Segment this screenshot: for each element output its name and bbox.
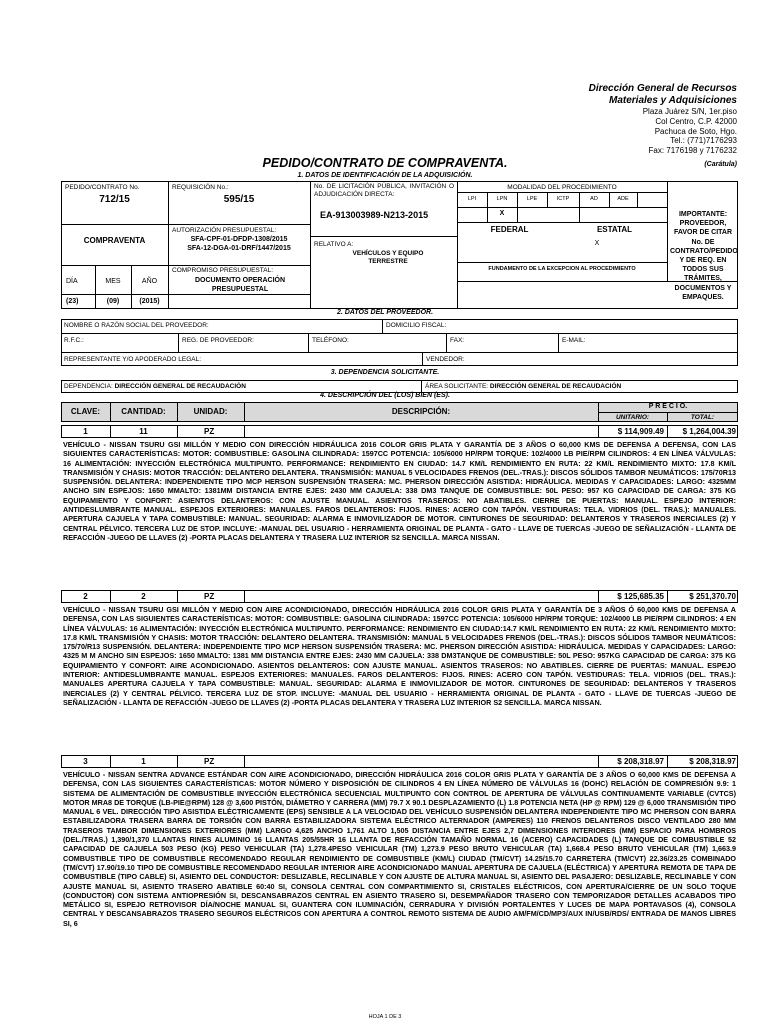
address-line-1: Plaza Juárez S/N, 1er.piso [642,107,737,116]
pedido-number: 712/15 [99,194,130,205]
item-3-cantidad: 1 [141,757,146,766]
fax-line: Fax: 7176198 y 7176232 [648,146,737,155]
item-2-unidad: PZ [204,592,215,601]
federal-label: FEDERAL [490,225,529,234]
item-1-description: VEHÍCULO - NISSAN TSURU GSI MILLÓN Y MEDIO CON DIRECCIÓN HIDRÁULICA 2016 COLOR GRIS PLATA Y GARANTÍA DE 3 AÑOS O 60,000 KMS DE DEFENSA A DEFENSA, CON LAS SIGUIENTES CARACTERÍSTICAS: MOTOR: COMBUSTIBLE: GASOLINA CILINDRADA: 1597CC POTENCIA: 105/6000 HP/RPM TORQUE: 102/4000 LB PIE/RPM CILINDROS: 4 EN LÍNEA VÁLVULAS: 16 ALIMENTACIÓN: INYECCIÓN ELECTRÓNICA MULTIPUNTO. PERFORMANCE: RENDIMIENTO EN CIUDAD: 14.7 KM/L RENDIMIENTO EN RUTA: 22 KM/L RENDIMIENTO MIXTO: 17.8 KM/L TRANSMISIÓN Y CHASIS: MOTOR TRACCIÓN: DELANTERO DELANTERA. TRANSMISIÓN: MANUAL 5 VELOCIDADES FRENOS (DEL.-TRAS.): DISCOS SÓLIDOS TAMBOR NEUMÁTICOS: 175/70R13 SUSPENSIÓN. DELANTERA: INDEPENDIENTE TIPO MCP HERSON SUSPENSIÓN TRASERA: MC. PHERSON DIRECCIÓN ASISTIDA: HIDRÁULICA. MEDIDAS Y CAPACIDADES: LARGO: 4325MM ANCHO SIN ESPEJOS: 1650 MMALTO: 1381MM DISTANCIA ENTRE EJES: 2430 MM CAJUELA: 338 DM3 TANQUE DE COMBUSTIBLE: 50L PESO: 957 KG CAPACIDAD DE CARGA: 375 KG EQUIPAMIENTO Y CONFORT: ASIENTOS DELANTEROS: CON AJUSTE MANUAL. ASIENTOS TRASEROS: NO ABATIBLES. CIERRE DE PUERTAS: MANUAL. ESPEJO INTERIOR: ANTIDESLUMBRANTE MANUAL. ESPEJOS EXTERIORES: MANUALES. FAROS DELANTEROS: FIJOS. RINES: ACERO CON TAPÓN. VESTIDURAS: TELA. VIDRIOS (DEL. TRAS.): MANUALES. APERTURA CAJUELA Y TAPA COMBUSTIBLE: MANUAL. SEGURIDAD: ALARMA E INMOVILIZADOR DE MOTOR. CINTURONES DE SEGURIDAD: DELANTEROS Y TRASEROS INERCIALES (2) Y CENTRAL PÉLVICO. TERCERA LUZ DE STOP. INCLUYE: -MANUAL DEL USUARIO - HERRAMIENTA ORIGINAL DE PLANTA - GATO - LLAVE DE TUERCAS -JUEGO DE SEÑALIZACIÓN - LLANTA DE REFACCIÓN -JUEGO DE LLAVES (2) -PORTA PLACAS DELANTERA Y TRASERA LUZ INTERIOR S2 SENCILLA. MARCA NISSAN. [63,440,736,542]
col-descripcion: DESCRIPCIÓN: [391,407,451,416]
caratula-label: (Carátula) [704,161,737,168]
org-line-1: Dirección General de Recursos [588,83,737,94]
estatal-label: ESTATAL [596,225,633,234]
item-2-description: VEHÍCULO - NISSAN TSURU GSI MILLÓN Y MEDIO CON AIRE ACONDICIONADO, DIRECCIÓN HIDRÁULICA 2016 COLOR GRIS PLATA Y GARANTÍA DE 3 AÑOS Ó 60,000 KMS DE DEFENSA A DEFENSA, CON LAS SIGUIENTES CARACTERÍSTICAS: MOTOR: COMBUSTIBLE: GASOLINA CILINDRADA: 1597CC POTENCIA: 105/6000 HP/RPM TORQUE: 102/4000 LB PIE/RPM CILINDROS: 4 EN LÍNEA VÁLVULAS: 16 ALIMENTACIÓN: INYECCIÓN ELECTRÓNICA MULTIPUNTO. PERFORMANCE: RENDIMIENTO EN CIUDAD:14.7 KM/L RENDIMIENTO EN RUTA: 22 KM/L RENDIMIENTO MIXTO: 17.8 KM/L TRANSMISIÓN Y CHASIS: MOTOR TRACCIÓN: DELANTERO DELANTERA. TRANSMISIÓN: MANUAL 5 VELOCIDADES FRENOS (DEL.-TRAS.): DISCOS SÓLIDOS TAMBOR NEUMÁTICOS: 175/70/R13 SUSPENSIÓN. DELANTERA: INDEPENDIENTE TIPO MCP HERSON SUSPENSIÓN TRASERA: MC. PHERSON DIRECCIÓN ASISTIDA: HIDRÁULICA. MEDIDAS Y CAPACIDADES: LARGO: 4325 M M ANCHO SIN ESPEJOS: 1650 MMALTO: 1381 MM DISTANCIA ENTRE EJES: 2430 MM CAJUELA: 338 DM3TANQUE DE COMBUSTIBLE: 50L PESO: 957KG CAPACIDAD DE CARGA: 375 KG EQUIPAMIENTO Y CONFORT: AIRE ACONDICIONADO. ASIENTOS DELANTEROS: CON AJUSTE MANUAL. ASIENTOS TRASEROS: NO ABATIBLES. CIERRE DE PUERTAS: MANUAL. ESPEJO INTERIOR: ANTIDESLUMBRANTE MANUAL. ESPEJOS EXTERIORES: MANUALES. FAROS DELANTEROS: FIJOS. RINES: ACERO CON TAPÓN. VESTIDURAS: TELA. VIDRIOS (DEL. TRAS.): MANUALES APERTURA CAJUELA Y TAPA COMBUSTIBLE: MANUAL. SEGURIDAD: ALARMA E INMOVILIZADOR DE MOTOR. CINTURONES DE SEGURIDAD: DELANTEROS Y TRASEROS INERCIALES (2) Y CENTRAL PÉLVICO. TERCERA LUZ DE STOP. INCLUYE: -MANUAL DEL USUARIO - HERRAMIENTA ORIGINAL DE PLANTA - GATO - LLAVE DE TUERCAS -JUEGO DE SEÑALIZACIÓN - LLANTA DE REFACCIÓN -JUEGO DE LLAVES (2) -PORTA PLACAS DELANTERA Y TRASERA LUZ INTERIOR S2 SENCILLA. MARCA NISSAN. [63,605,736,707]
compromiso-label: COMPROMISO PRESUPUESTAL: [172,267,274,274]
page-number: HOJA 1 DE 3 [368,1014,402,1020]
section-2-title: 2. DATOS DEL PROVEEDOR. [336,309,434,316]
nombre-label: NOMBRE O RAZÓN SOCIAL DEL PROVEEDOR: [64,322,209,329]
item-2-cantidad: 2 [141,592,146,601]
tel-line: Tel.: (771)7176293 [670,136,737,145]
org-line-2: Materiales y Adquisiciones [608,95,737,106]
mes-value: (09) [106,298,120,305]
modalidad-label: MODALIDAD DEL PROCEDIMIENTO [507,184,617,191]
section-4-title: 4. DESCRIPCIÓN DEL (LOS) BIEN (ES). [320,392,450,399]
col-total: TOTAL: [690,414,715,421]
estatal-mark: X [594,240,600,247]
vendedor-label: VENDEDOR: [426,356,465,363]
requisicion-label: REQUISICIÓN No.: [172,184,229,191]
dia-label: DÍA [66,278,78,285]
autorizacion-value-1: SFA-CPF-01-DFDP-1308/2015 [190,236,288,243]
address-line-2: Col Centro, C.P. 42000 [655,117,737,126]
licitacion-label: No. DE LICITACIÓN PÚBLICA, INVITACIÓN O ADJUDICACIÓN DIRECTA: [314,183,454,198]
important-note: IMPORTANTE: PROVEEDOR, FAVOR DE CITAR No. DE CONTRATO/PEDIDO Y DE REQ. EN TODOS SUS TRÁMITES, DOCUMENTOS Y EMPAQUES. [670,211,738,301]
dependencia-value: DIRECCIÓN GENERAL DE RECAUDACIÓN [114,383,246,390]
col-unitario: UNITARIO: [615,414,650,421]
rfc-label: R.F.C.: [64,337,84,344]
item-3-unitario: $ 208,318.97 [617,757,664,766]
page-title: PEDIDO/CONTRATO DE COMPRAVENTA. [262,156,508,170]
modalidad-lpi: LPI [467,196,477,202]
email-label: E-MAIL: [562,337,586,344]
area-value: DIRECCIÓN GENERAL DE RECAUDACIÓN [489,383,622,390]
modalidad-lpn: LPN [496,196,508,202]
modalidad-lpe: LPE [526,196,538,202]
modalidad-ade: ADE [617,196,629,202]
tipo-compraventa: COMPRAVENTA [83,236,146,245]
area-label: ÁREA SOLICITANTE: [425,383,489,390]
item-2-total: $ 251,370.70 [689,592,736,601]
item-1-unidad: PZ [204,427,215,436]
item-3-clave: 3 [83,757,88,766]
anio-value: (2015) [139,298,160,305]
relativo-label: RELATIVO A: [314,241,354,248]
item-1-total: $ 1,264,004.39 [682,427,736,436]
section-1-title: 1. DATOS DE IDENTIFICACIÓN DE LA ADQUISICIÓN. [297,172,473,179]
item-2-clave: 2 [83,592,88,601]
telefono-label: TELÉFONO: [312,337,349,344]
dependencia-label: DEPENDENCIA: [64,383,113,390]
compromiso-value: DOCUMENTO OPERACIÓN PRESUPUESTAL [194,277,286,293]
section-3-title: 3. DEPENDENCIA SOLICITANTE. [330,369,440,376]
item-1-cantidad: 11 [139,427,148,436]
pedido-label: PEDIDO/CONTRATO No. [65,184,140,191]
item-2-unitario: $ 125,685.35 [617,592,664,601]
fax-label: FAX: [450,337,465,344]
item-1-clave: 1 [83,427,88,436]
dia-value: (23) [66,298,79,305]
item-3-unidad: PZ [204,757,215,766]
item-3-total: $ 208,318.97 [689,757,736,766]
col-cantidad: CANTIDAD: [121,407,166,416]
representante-label: REPRESENTANTE Y/O APODERADO LEGAL: [64,356,202,363]
address-line-3: Pachuca de Soto, Hgo. [654,127,737,136]
modalidad-ictp: ICTP [556,196,570,202]
requisicion-number: 595/15 [223,194,255,205]
item-1-unitario: $ 114,909.49 [617,427,664,436]
reg-proveedor-label: REG. DE PROVEEDOR: [182,337,254,344]
mes-label: MES [105,278,121,285]
col-precio: P R E C I O. [648,403,688,410]
col-unidad: UNIDAD: [193,407,228,416]
domicilio-label: DOMICILIO FISCAL: [386,322,447,329]
autorizacion-label: AUTORIZACIÓN PRESUPUESTAL: [172,227,277,234]
anio-label: AÑO [141,278,158,285]
relativo-value: VEHÍCULOS Y EQUIPO TERRESTRE [352,250,424,265]
col-clave: CLAVE: [70,407,101,416]
licitacion-number: EA-913003989-N213-2015 [320,210,429,220]
modalidad-ad: AD [590,196,598,202]
modalidad-mark: X [499,210,505,217]
item-3-description: VEHÍCULO - NISSAN SENTRA ADVANCE ESTÁNDAR CON AIRE ACONDICIONADO, DIRECCIÓN HIDRÁULICA 2016 COLOR GRIS PLATA Y GARANTÍA DE 3 AÑOS O 60,000 KMS DE DEFENSA A DEFENSA, CON LAS SIGUIENTES CARACTERÍSTICAS: MOTOR NÚMERO Y DISPOSICIÓN DE CILINDROS 4 EN LÍNEA NÚMERO DE VÁLVULAS 16 (DOHC) RELACIÓN DE COMPRESIÓN 9.9: 1 SISTEMA DE ALIMENTACIÓN DE COMBUSTIBLE INYECCIÓN ELECTRÓNICA SECUENCIAL MULTIPUNTO CON CONTROL DE APERTURA DE VÁLVULAS CONTINUAMENTE VARIABLE (CVTCS) MOTOR MRA8 DE TORQUE (LB-PIE@RPM) 128 @ 3,600 PISTÓN, DIÁMETRO Y CARRERA (MM) 79.7 X 90.1 DESPLAZAMIENTO (L) 1.8 POTENCIA NETA (HP @ RPM) 129 @ 6,000 TRANSMISIÓN TIPO MANUAL 6 VEL. DIRECCIÓN TIPO ASISTIDA ELÉCTRICAMENTE (EPS) SENSIBLE A LA VELOCIDAD DEL VEHÍCULO SUSPENSIÓN DELANTERA INDEPENDIENTE TIPO MC PHERSON CON BARRA ESTABILIZADORA TRASERA BARRA DE TORSIÓN CON BARRA ESTABILIZADORA SISTEMA ELÉCTRICO ALTERNADOR (AMPERES) 110 FRENOS DELANTEROS DISCO VENTILADO 280 MM TRASEROS TAMBOR DIMENSIONES EXTERIORES (MM) LARGO 4,625 ANCHO 1,761 ALTO 1,505 DISTANCIA ENTRE EJES 2,7 DIMENSIONES INTERIORES (MM) ESPACIO PARA HOMBROS (DEL./TRAS.) 1,390/1,370 LLANTAS RINES ALUMINIO 16 LLANTAS 205/55HR 16 LLANTA DE REFACCIÓN TAMAÑO NORMAL 16 (ACERO) CAPACIDADES (L) TANQUE DE COMBUSTIBLE 52 CAPACIDAD DE CAJUELA 503 PESO (KG) PESO VEHICULAR (TA) 1,278.4PESO VEHICULAR (TM) 1,273.9 PESO BRUTO VEHICULAR (TA) 1,668.4 PESO BRUTO VEHICULAR (TM) 1,663.9 COMBUSTIBLE TIPO DE COMBUSTIBLE RECOMENDADO REGULAR RENDIMIENTO DE COMBUSTIBLE (KM/L) CIUDAD (TM/CVT) 14.25/15.70 CARRETERA (TM/CVT) 22.36/23.25 COMBINADO (TM/CVT) 17.90/19.10 TIPO DE COMBUSTIBLE RECOMENDADO REGULAR INTERIOR AIRE ACONDICIONADO MANUAL APERTURA DE CAJUELA (ELÉCTRICA) Y APERTURA REMOTA DE TAPA DE COMBUSTIBLE (TIPO CABLE) SI, ASIENTO DEL CONDUCTOR: DESLIZABLE, RECLINABLE Y CON AJUSTE DE ALTURA MANUAL SI, ASIENTO DEL PASAJERO: DESLIZABLE, RECLINABLE Y CON AJUSTE MANUAL SI, ASIENTO TRASERO ABATIBLE 60:40 SI, CONSOLA CENTRAL CON COMPARTIMIENTO SI, CRISTALES ELÉCTRICOS, CON APERTURA/CIERRE DE UN SOLO TOQUE (CONDUCTOR) CON SISTEMA ANTIOPRESIÓN SI, DESCANSABRAZOS CENTRAL EN ASIENTO TRASERO SI, DESEMPAÑADOR TRASERO CON TEMPORIZADOR DETALLES ACABADOS TIPO METÁLICO SI, ESPEJO RETROVISOR DÍA/NOCHE MANUAL SI, GUANTERA CON ILUMINACIÓN, CERRADURA Y DIVISIÓN PORTALENTES Y LUCES DE MAPA PORTAVASOS (4), CONSOLA CENTRAL Y DESCANSABRAZOS TRASERO SEGUROS ELÉCTRICOS CON APERTURA A CONTROL REMOTO SISTEMA DE AUDIO AM/FM/CD/MP3/AUX IN/USB/RDS/ ENTRADA DE MANOS LIBRES SI, 6 [63,770,736,928]
autorizacion-value-2: SFA-12-DGA-01-DRF/1447/2015 [187,245,291,252]
fundamento-label: FUNDAMENTO DE LA EXCEPCION AL PROCEDIMIENTO [488,266,636,272]
